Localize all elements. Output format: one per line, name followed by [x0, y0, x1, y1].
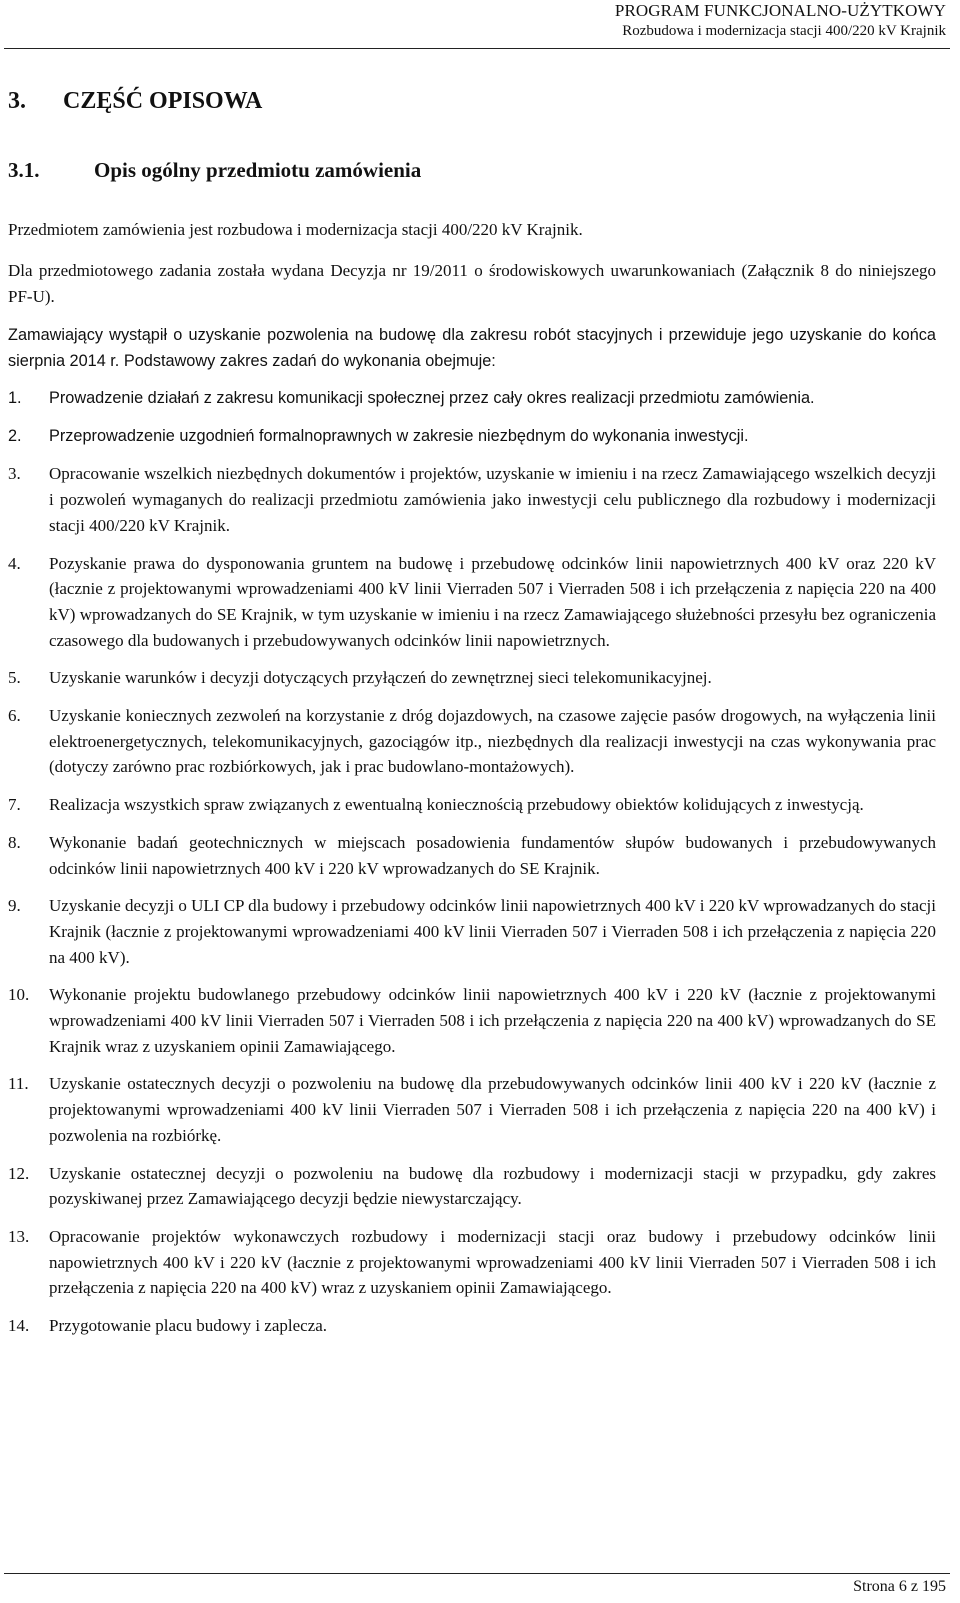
header-divider [4, 48, 950, 49]
list-item-number: 10. [8, 985, 30, 1005]
header-title: PROGRAM FUNKCJONALNO-UŻYTKOWY [614, 1, 946, 20]
header-subtitle: Rozbudowa i modernizacja stacji 400/220 kV Krajnik [622, 23, 946, 39]
list-item-text: Prowadzenie działań z zakresu komunikacji społecznej przez cały okres realizacji przedmiotu zamówienia. [49, 389, 815, 407]
list-item [8, 461, 936, 538]
list-item-number: 14. [8, 1316, 30, 1336]
list-item [8, 982, 936, 1059]
subsection-number: 3.1. [8, 158, 40, 182]
list-item-number: 9. [8, 896, 21, 916]
list-item-number: 12. [8, 1163, 30, 1183]
list-item-text: Pozyskanie prawa do dysponowania gruntem na budowę i przebudowę odcinków linii napowietrznych 400 kV oraz 220 kV (łacznie z projektowanymi wprowadzeniami 400 kV linii Vierraden 507 i Vierraden 508 i ich przełączenia z napięcia 220 na 400 kV) wprowadzanych do SE Krajnik, w tym uzyskanie w imieniu i na rzecz Zamawiającego służebności przesyłu bez ograniczenia czasowego dla budowanych i przebudowywanych odcinków linii napowietrznych. [49, 553, 936, 650]
list-item-text: Realizacja wszystkich spraw związanych z ewentualną koniecznością przebudowy obiektów kolidujących z inwestycją. [49, 795, 864, 815]
list-item-number: 3. [8, 464, 21, 484]
list-item-number: 7. [8, 795, 21, 815]
list-item-number: 4. [8, 553, 21, 573]
list-item [8, 893, 936, 970]
list-item-text: Wykonanie projektu budowlanego przebudowy odcinków linii napowietrznych 400 kV i 220 kV (łacznie z projektowanymi wprowadzeniami 400 kV linii Vierraden 507 i Vierraden 508 i ich przełączenia z napięcia 220 na 400 kV) wprowadzanych do SE Krajnik wraz z uzyskaniem opinii Zamawiającego. [49, 985, 936, 1056]
list-item [8, 386, 936, 412]
list-item-text: Wykonanie badań geotechnicznych w miejscach posadowienia fundamentów słupów budowanych i przebudowywanych odcinków linii napowietrznych 400 kV i 220 kV wprowadzanych do SE Krajnik. [49, 832, 936, 878]
list-item-text: Uzyskanie decyzji o ULI CP dla budowy i przebudowy odcinków linii napowietrznych 400 kV i 220 kV wprowadzanych do stacji Krajnik (łacznie z projektowanymi wprowadzeniami 400 kV linii Vierraden 507 i Vierraden 508 i ich przełączenia z napięcia 220 na 400 kV). [49, 896, 936, 967]
paragraph-intro: Przedmiotem zamówienia jest rozbudowa i modernizacja stacji 400/220 kV Krajnik. [8, 220, 583, 239]
page-number: Strona 6 z 195 [853, 1578, 946, 1595]
list-item [8, 551, 936, 654]
list-item [8, 424, 936, 450]
list-item [8, 703, 936, 780]
list-item [8, 1313, 936, 1339]
section-title: CZĘŚĆ OPISOWA [63, 88, 263, 114]
list-item-text: Przygotowanie placu budowy i zaplecza. [49, 1316, 328, 1336]
subsection-heading [8, 158, 421, 183]
list-item [8, 830, 936, 881]
list-item [8, 792, 936, 818]
list-item-text: Uzyskanie ostatecznej decyzji o pozwoleniu na budowę dla rozbudowy i modernizacji stacji w przypadku, gdy zakres pozyskiwanej przez Zamawiającego decyzji będzie niewystarczający. [49, 1163, 936, 1209]
section-heading [8, 88, 262, 115]
list-item-text: Przeprowadzenie uzgodnień formalnoprawnych w zakresie niezbędnym do wykonania inwestycji. [49, 426, 749, 445]
footer-divider [4, 1573, 950, 1574]
list-item-text: Opracowanie projektów wykonawczych rozbudowy i modernizacji stacji oraz budowy i przebudowy odcinków linii napowietrznych 400 kV i 220 kV (łacznie z projektowanymi wprowadzeniami 400 kV linii Vierraden 507 i Vierraden 508 i ich przełączenia z napięcia 220 na 400 kV) wraz z uzyskaniem opinii Zamawiającego. [49, 1226, 936, 1298]
list-item-number: 6. [8, 706, 21, 726]
list-item-number: 5. [8, 668, 21, 688]
subsection-title: Opis ogólny przedmiotu zamówienia [94, 158, 422, 182]
list-item [8, 1161, 936, 1212]
list-item-text: Uzyskanie warunków i decyzji dotyczących przyłączeń do zewnętrznej sieci telekomunikacyjnej. [49, 668, 712, 688]
list-item [8, 1071, 936, 1148]
list-item-number: 11. [8, 1074, 29, 1094]
list-item-number: 13. [8, 1226, 30, 1246]
list-item-number: 1. [8, 389, 22, 407]
list-item-number: 8. [8, 832, 21, 852]
section-number: 3. [8, 88, 26, 114]
list-item-text: Opracowanie wszelkich niezbędnych dokumentów i projektów, uzyskanie w imieniu i na rzecz Zamawiającego wszelkich decyzji i pozwoleń wymaganych do realizacji przedmiotu zamówienia jako inwestycji celu publicznego dla rozbudowy i modernizacji stacji 400/220 kV Krajnik. [49, 464, 936, 535]
page-header [306, 0, 946, 41]
list-item [8, 1224, 936, 1301]
paragraph-decision: Dla przedmiotowego zadania została wydana Decyzja nr 19/2011 o środowiskowych uwarunkowaniach (Załącznik 8 do niniejszego PF-U). [8, 261, 936, 306]
list-item [8, 665, 936, 691]
scope-list [8, 386, 936, 1351]
list-item-text: Uzyskanie ostatecznych decyzji o pozwoleniu na budowę dla przebudowywanych odcinków linii 400 kV i 220 kV (łacznie z projektowanymi wprowadzeniami 400 kV linii Vierraden 507 i Vierraden 508 i ich przełączenia z napięcia 220 na 400 kV) i pozwolenia na rozbiórkę. [49, 1074, 936, 1145]
paragraph-scope: Zamawiający wystąpił o uzyskanie pozwolenia na budowę dla zakresu robót stacyjnych i przewiduje jego uzyskanie do końca sierpnia 2014 r. Podstawowy zakres zadań do wykonania obejmuje: [8, 326, 936, 370]
list-item-text: Uzyskanie koniecznych zezwoleń na korzystanie z dróg dojazdowych, na czasowe zajęcie pasów drogowych, na wyłączenia linii elektroenergetycznych, telekomunikacyjnych, gazociągów itp., niezbędnych dla realizacji inwestycji na czas wykonywania prac (dotyczy zarówno prac rozbiórkowych, jak i prac budowlano-montażowych). [49, 706, 936, 777]
list-item-number: 2. [8, 426, 22, 445]
